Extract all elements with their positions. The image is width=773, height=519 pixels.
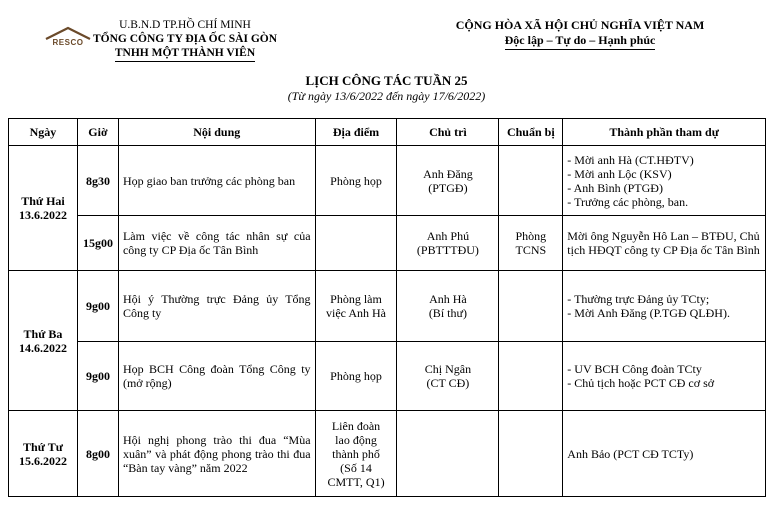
table-header-row [9, 119, 766, 146]
day-cell: Thứ Tư 15.6.2022 [9, 411, 78, 497]
national-header [420, 18, 740, 50]
chair-cell: Anh Phú (PBTTTĐU) [397, 216, 499, 271]
prepare-cell [499, 146, 563, 216]
attendees-cell: Anh Bảo (PCT CĐ TCTy) [563, 411, 766, 497]
column-header-chair: Chủ trì [397, 119, 499, 146]
prepare-cell [499, 271, 563, 342]
prepare-cell: Phòng TCNS [499, 216, 563, 271]
country-name: CỘNG HÒA XÃ HỘI CHỦ NGHĨA VIỆT NAM [455, 18, 705, 32]
column-header-location: Địa điểm [315, 119, 397, 146]
content-cell: Hội nghị phong trào thi đua “Mùa xuân” và phát động phong trào thi đua “Bàn tay vàng” năm 2022 [118, 411, 315, 497]
org-line-2: TỔNG CÔNG TY ĐỊA ỐC SÀI GÒN [92, 33, 278, 45]
time-cell: 9g00 [77, 342, 118, 411]
location-cell [315, 216, 397, 271]
column-header-attendees: Thành phần tham dự [563, 119, 766, 146]
chair-cell: Anh Hà (Bí thư) [397, 271, 499, 342]
logo-text: RESCO [52, 38, 84, 47]
chair-cell: Chị Ngân (CT CĐ) [397, 342, 499, 411]
document-subtitle: (Từ ngày 13/6/2022 đến ngày 17/6/2022) [287, 89, 486, 103]
chair-cell: Anh Đăng (PTGĐ) [397, 146, 499, 216]
column-header-day: Ngày [9, 119, 78, 146]
content-cell: Làm việc về công tác nhân sự của công ty CP Địa ốc Tân Bình [118, 216, 315, 271]
prepare-cell [499, 411, 563, 497]
table-row [9, 411, 766, 497]
prepare-cell [499, 342, 563, 411]
time-cell: 8g00 [77, 411, 118, 497]
content-cell: Họp BCH Công đoàn Tổng Công ty (mở rộng) [118, 342, 315, 411]
organization-header [60, 18, 310, 62]
column-header-time: Giờ [77, 119, 118, 146]
time-cell: 8g30 [77, 146, 118, 216]
document-title: LỊCH CÔNG TÁC TUẦN 25 [305, 73, 468, 88]
attendees-cell: - Thường trực Đảng ủy TCty; - Mời Anh Đăng (P.TGĐ QLĐH). [563, 271, 766, 342]
org-line-3: TNHH MỘT THÀNH VIÊN [115, 46, 255, 62]
table-row [9, 342, 766, 411]
column-header-content: Nội dung [118, 119, 315, 146]
chair-cell [397, 411, 499, 497]
location-cell: Phòng làm việc Anh Hà [315, 271, 397, 342]
org-line-1: U.B.N.D TP.HỒ CHÍ MINH [119, 19, 251, 31]
time-cell: 9g00 [77, 271, 118, 342]
attendees-cell: Mời ông Nguyễn Hô Lan – BTĐU, Chủ tịch HĐQT công ty CP Địa ốc Tân Bình [563, 216, 766, 271]
content-cell: Họp giao ban trưởng các phòng ban [118, 146, 315, 216]
schedule-table [8, 118, 766, 497]
table-row [9, 146, 766, 216]
national-motto: Độc lập – Tự do – Hạnh phúc [505, 33, 656, 50]
location-cell: Liên đoàn lao động thành phố (Số 14 CMTT, Q1) [315, 411, 397, 497]
time-cell: 15g00 [77, 216, 118, 271]
attendees-cell: - Mời anh Hà (CT.HĐTV) - Mời anh Lộc (KSV) - Anh Bình (PTGĐ) - Trưởng các phòng, ban. [563, 146, 766, 216]
table-row [9, 271, 766, 342]
day-cell: Thứ Ba 14.6.2022 [9, 271, 78, 411]
day-cell: Thứ Hai 13.6.2022 [9, 146, 78, 271]
location-cell: Phòng họp [315, 342, 397, 411]
table-row [9, 216, 766, 271]
location-cell: Phòng họp [315, 146, 397, 216]
content-cell: Hội ý Thường trực Đảng ủy Tổng Công ty [118, 271, 315, 342]
attendees-cell: - UV BCH Công đoàn TCty - Chủ tịch hoặc PCT CĐ cơ sở [563, 342, 766, 411]
column-header-prepare: Chuẩn bị [499, 119, 563, 146]
